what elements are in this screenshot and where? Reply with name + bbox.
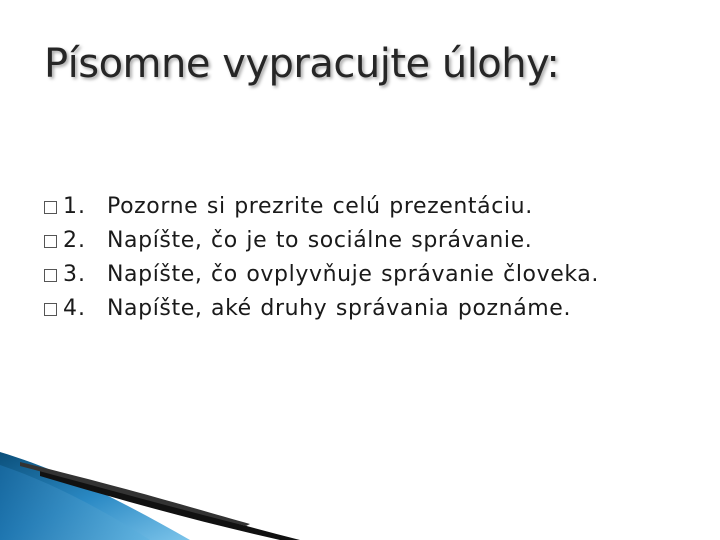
list-item bbox=[44, 258, 599, 292]
square-bullet-icon bbox=[44, 303, 57, 316]
item-number: 3. bbox=[63, 262, 86, 287]
square-bullet-icon bbox=[44, 269, 57, 282]
item-text: Napíšte, čo ovplyvňuje správanie človeka. bbox=[107, 262, 599, 287]
item-text: Napíšte, čo je to sociálne správanie. bbox=[107, 228, 533, 253]
list-item bbox=[44, 190, 599, 224]
square-bullet-icon bbox=[44, 235, 57, 248]
item-number: 2. bbox=[63, 228, 86, 253]
list-item bbox=[44, 292, 599, 326]
item-text: Pozorne si prezrite celú prezentáciu. bbox=[107, 194, 533, 219]
task-list bbox=[44, 190, 599, 326]
list-item bbox=[44, 224, 599, 258]
square-bullet-icon bbox=[44, 201, 57, 214]
item-text: Napíšte, aké druhy správania poznáme. bbox=[107, 296, 572, 321]
blue-wave-highlight bbox=[0, 465, 150, 540]
dark-stripe-shape bbox=[40, 470, 300, 540]
item-number: 1. bbox=[63, 194, 86, 219]
thin-stripe-shape bbox=[20, 462, 250, 526]
item-number: 4. bbox=[63, 296, 86, 321]
slide-title: Písomne vypracujte úlohy: bbox=[44, 41, 560, 87]
blue-wave-shape bbox=[0, 452, 190, 540]
